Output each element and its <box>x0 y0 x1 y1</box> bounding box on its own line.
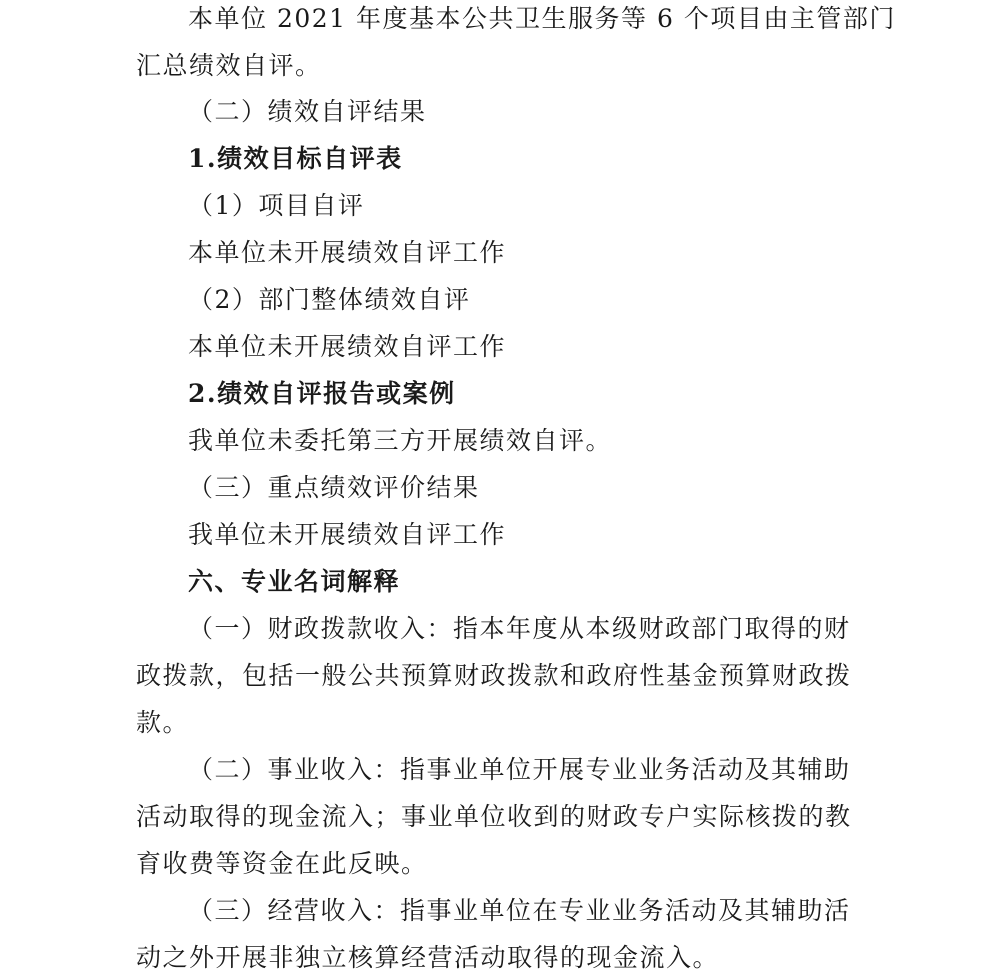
subsection-heading: 2.绩效自评报告或案例 <box>188 379 456 408</box>
item-heading: （1）项目自评 <box>188 191 365 220</box>
paragraph-line: 本单位未开展绩效自评工作 <box>188 238 507 267</box>
paragraph-line: 我单位未开展绩效自评工作 <box>188 520 507 549</box>
subsection-heading: 1.绩效目标自评表 <box>188 144 403 173</box>
paragraph-line: （二）事业收入：指事业单位开展专业业务活动及其辅助 <box>188 755 851 784</box>
paragraph-line: 育收费等资金在此反映。 <box>136 849 428 878</box>
paragraph-line: （三）经营收入：指事业单位在专业业务活动及其辅助活 <box>188 896 851 925</box>
paragraph-line: 本单位 2021 年度基本公共卫生服务等 6 个项目由主管部门 <box>188 4 896 33</box>
section-heading: （三）重点绩效评价结果 <box>188 473 480 502</box>
paragraph-line: 政拨款，包括一般公共预算财政拨款和政府性基金预算财政拨 <box>136 661 852 690</box>
paragraph-line: 我单位未委托第三方开展绩效自评。 <box>188 426 613 455</box>
paragraph-line: 动之外开展非独立核算经营活动取得的现金流入。 <box>136 943 720 972</box>
item-heading: （2）部门整体绩效自评 <box>188 285 471 314</box>
section-heading: （二）绩效自评结果 <box>188 97 427 126</box>
paragraph-line: 汇总绩效自评。 <box>136 51 322 80</box>
paragraph-line: 本单位未开展绩效自评工作 <box>188 332 507 361</box>
chapter-heading: 六、专业名词解释 <box>188 567 401 596</box>
paragraph-line: 款。 <box>136 708 190 737</box>
paragraph-line: （一）财政拨款收入：指本年度从本级财政部门取得的财 <box>188 614 851 643</box>
paragraph-line: 活动取得的现金流入；事业单位收到的财政专户实际核拨的教 <box>136 802 852 831</box>
